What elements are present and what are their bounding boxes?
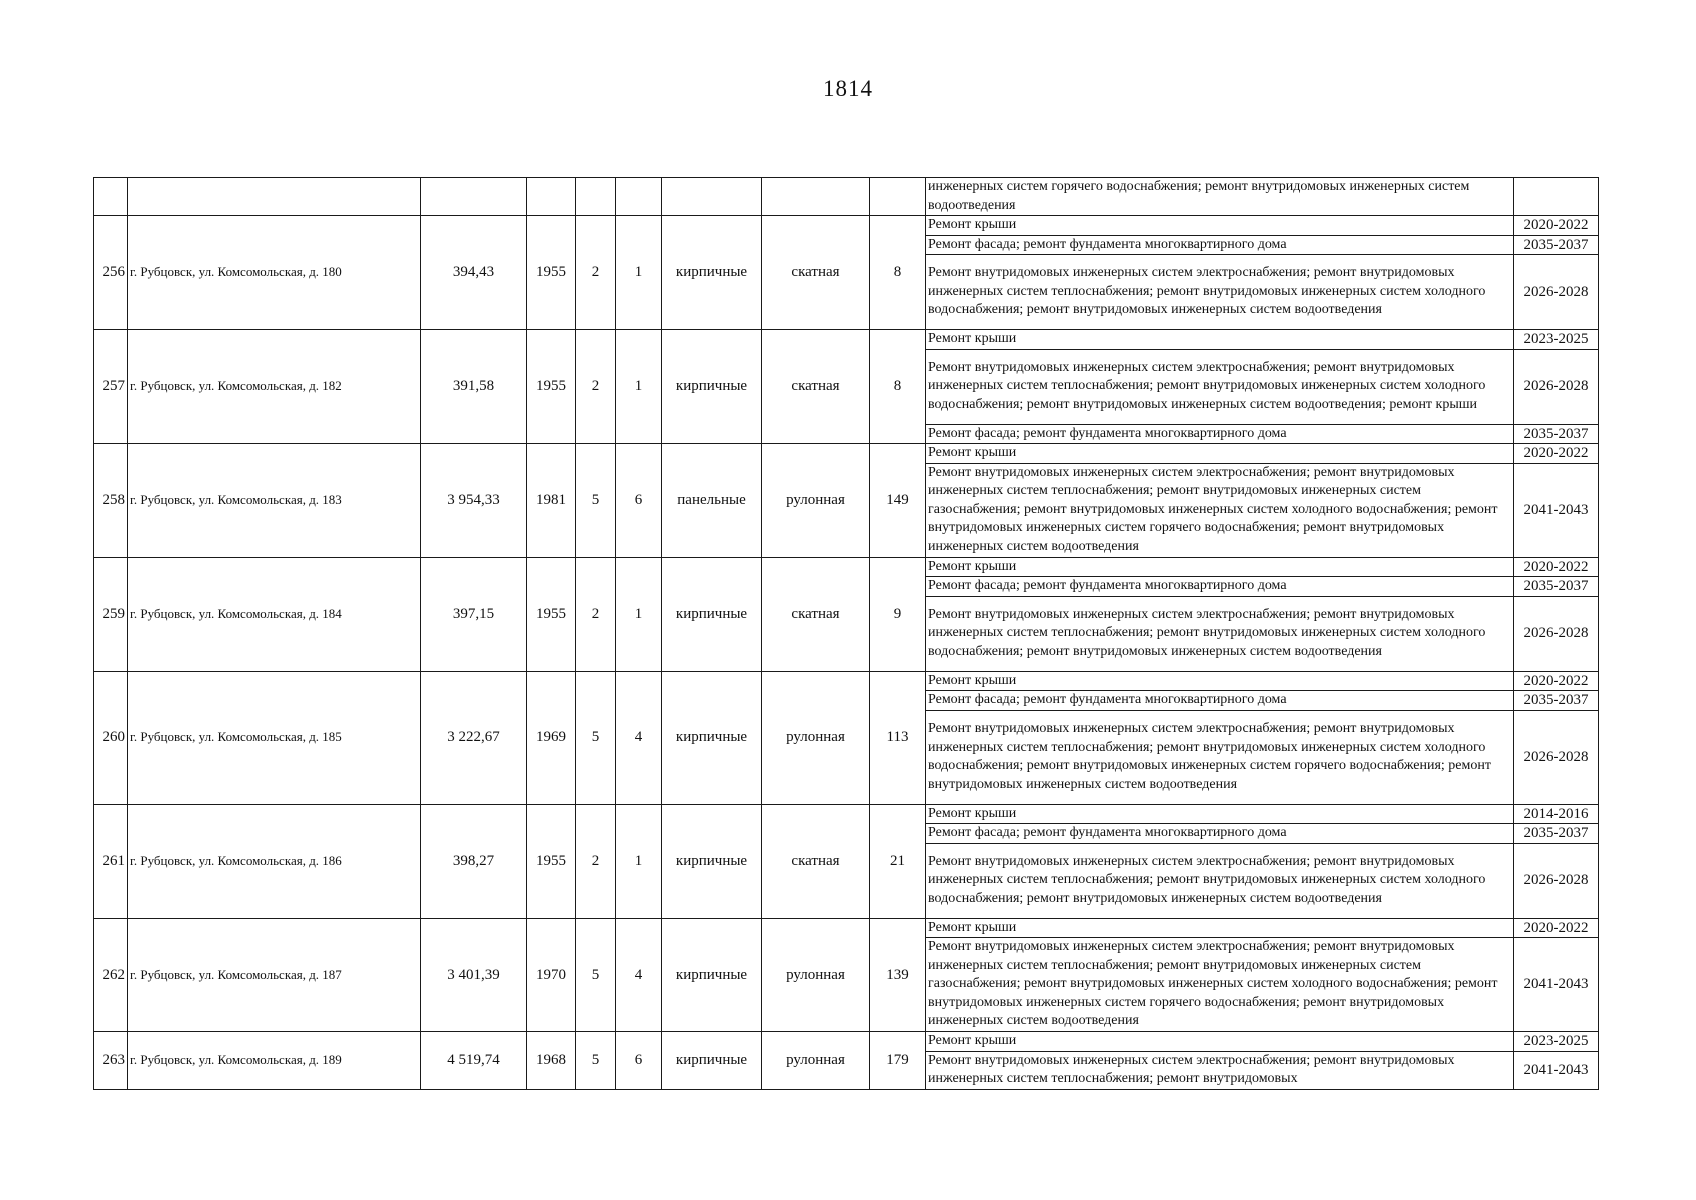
repair-work-cell: инженерных систем горячего водоснабжения; ремонт внутридомовых инженерных систем водоотведения (926, 178, 1514, 216)
area-cell: 397,15 (421, 557, 527, 671)
row-number-cell: 260 (94, 671, 128, 804)
floors-cell: 2 (576, 557, 616, 671)
year-built-cell: 1981 (527, 444, 576, 558)
repair-period-cell: 2035-2037 (1514, 577, 1599, 597)
table-row (94, 918, 1599, 938)
repair-work-cell: Ремонт внутридомовых инженерных систем электроснабжения; ремонт внутридомовых инженерных систем теплоснабжения; ремонт внутридомовых (926, 1051, 1514, 1089)
repair-period-cell: 2020-2022 (1514, 216, 1599, 236)
repair-period-cell: 2041-2043 (1514, 938, 1599, 1032)
year-built-cell: 1955 (527, 804, 576, 918)
floors-cell: 2 (576, 216, 616, 330)
repair-period-cell: 2035-2037 (1514, 424, 1599, 444)
entrances-cell: 1 (616, 557, 662, 671)
entrances-cell: 1 (616, 330, 662, 444)
repair-work-cell: Ремонт внутридомовых инженерных систем электроснабжения; ремонт внутридомовых инженерных систем теплоснабжения; ремонт внутридомовых инженерных систем холодного водоснабжения; ремонт внутридомовых инженерных систем водоотведения; ремонт крыши (926, 349, 1514, 424)
residents-cell: 149 (870, 444, 926, 558)
address-cell: г. Рубцовск, ул. Комсомольская, д. 183 (128, 444, 421, 558)
repair-work-cell: Ремонт внутридомовых инженерных систем электроснабжения; ремонт внутридомовых инженерных систем теплоснабжения; ремонт внутридомовых инженерных систем холодного водоснабжения; ремонт внутридомовых инженерных систем водоотведения (926, 843, 1514, 918)
address-cell: г. Рубцовск, ул. Комсомольская, д. 185 (128, 671, 421, 804)
table-row (94, 444, 1599, 464)
table-row (94, 216, 1599, 236)
repair-work-cell: Ремонт крыши (926, 671, 1514, 691)
roof-type-cell: рулонная (762, 444, 870, 558)
table-row (94, 804, 1599, 824)
area-cell (421, 178, 527, 216)
wall-material-cell: панельные (662, 444, 762, 558)
year-built-cell: 1955 (527, 557, 576, 671)
repair-period-cell: 2026-2028 (1514, 255, 1599, 330)
area-cell: 3 401,39 (421, 918, 527, 1032)
roof-type-cell: скатная (762, 804, 870, 918)
address-cell (128, 178, 421, 216)
residents-cell: 9 (870, 557, 926, 671)
roof-type-cell: скатная (762, 216, 870, 330)
wall-material-cell: кирпичные (662, 216, 762, 330)
repair-period-cell: 2035-2037 (1514, 235, 1599, 255)
roof-type-cell: рулонная (762, 918, 870, 1032)
roof-type-cell: рулонная (762, 671, 870, 804)
entrances-cell: 4 (616, 918, 662, 1032)
repair-work-cell: Ремонт фасада; ремонт фундамента многоквартирного дома (926, 691, 1514, 711)
repair-period-cell: 2041-2043 (1514, 463, 1599, 557)
repair-period-cell: 2020-2022 (1514, 444, 1599, 464)
table-row (94, 178, 1599, 216)
floors-cell: 2 (576, 804, 616, 918)
year-built-cell: 1969 (527, 671, 576, 804)
repair-period-cell: 2014-2016 (1514, 804, 1599, 824)
floors-cell: 5 (576, 918, 616, 1032)
residents-cell: 113 (870, 671, 926, 804)
row-number-cell: 263 (94, 1032, 128, 1090)
row-number-cell: 261 (94, 804, 128, 918)
row-number-cell: 258 (94, 444, 128, 558)
repair-period-cell: 2035-2037 (1514, 824, 1599, 844)
residents-cell: 21 (870, 804, 926, 918)
repair-period-cell: 2023-2025 (1514, 330, 1599, 350)
row-number-cell: 256 (94, 216, 128, 330)
repair-period-cell: 2020-2022 (1514, 918, 1599, 938)
repair-work-cell: Ремонт внутридомовых инженерных систем электроснабжения; ремонт внутридомовых инженерных систем теплоснабжения; ремонт внутридомовых инженерных систем газоснабжения; ремонт внутридомовых инженерных систем холодного водоснабжения; ремонт внутридомовых инженерных систем горячего водоснабжения; ремонт внутридомовых инженерных систем водоотведения (926, 463, 1514, 557)
repair-work-cell: Ремонт крыши (926, 330, 1514, 350)
area-cell: 4 519,74 (421, 1032, 527, 1090)
entrances-cell: 6 (616, 444, 662, 558)
repair-work-cell: Ремонт крыши (926, 216, 1514, 236)
wall-material-cell: кирпичные (662, 330, 762, 444)
area-cell: 3 222,67 (421, 671, 527, 804)
repair-work-cell: Ремонт фасада; ремонт фундамента многоквартирного дома (926, 577, 1514, 597)
floors-cell: 5 (576, 444, 616, 558)
table-row (94, 671, 1599, 691)
repair-period-cell: 2041-2043 (1514, 1051, 1599, 1089)
repair-period-cell: 2020-2022 (1514, 557, 1599, 577)
wall-material-cell: кирпичные (662, 918, 762, 1032)
row-number-cell: 259 (94, 557, 128, 671)
wall-material-cell: кирпичные (662, 1032, 762, 1090)
repair-period-cell: 2035-2037 (1514, 691, 1599, 711)
area-cell: 3 954,33 (421, 444, 527, 558)
floors-cell: 5 (576, 671, 616, 804)
row-number-cell: 262 (94, 918, 128, 1032)
repair-work-cell: Ремонт внутридомовых инженерных систем электроснабжения; ремонт внутридомовых инженерных систем теплоснабжения; ремонт внутридомовых инженерных систем холодного водоснабжения; ремонт внутридомовых инженерных систем горячего водоснабжения; ремонт внутридомовых инженерных систем водоотведения (926, 710, 1514, 804)
repair-work-cell: Ремонт фасада; ремонт фундамента многоквартирного дома (926, 424, 1514, 444)
residents-cell: 139 (870, 918, 926, 1032)
row-number-cell: 257 (94, 330, 128, 444)
page-number: 1814 (823, 76, 873, 101)
residents-cell: 8 (870, 330, 926, 444)
repair-period-cell: 2026-2028 (1514, 596, 1599, 671)
address-cell: г. Рубцовск, ул. Комсомольская, д. 187 (128, 918, 421, 1032)
residents-cell: 8 (870, 216, 926, 330)
entrances-cell: 4 (616, 671, 662, 804)
repair-period-cell: 2023-2025 (1514, 1032, 1599, 1052)
area-cell: 391,58 (421, 330, 527, 444)
address-cell: г. Рубцовск, ул. Комсомольская, д. 180 (128, 216, 421, 330)
table-row (94, 330, 1599, 350)
area-cell: 398,27 (421, 804, 527, 918)
year-built-cell: 1955 (527, 216, 576, 330)
housing-registry-table (93, 177, 1599, 1090)
year-built-cell (527, 178, 576, 216)
repair-work-cell: Ремонт крыши (926, 557, 1514, 577)
area-cell: 394,43 (421, 216, 527, 330)
repair-work-cell: Ремонт внутридомовых инженерных систем электроснабжения; ремонт внутридомовых инженерных систем теплоснабжения; ремонт внутридомовых инженерных систем холодного водоснабжения; ремонт внутридомовых инженерных систем водоотведения (926, 596, 1514, 671)
year-built-cell: 1968 (527, 1032, 576, 1090)
repair-work-cell: Ремонт крыши (926, 444, 1514, 464)
floors-cell: 5 (576, 1032, 616, 1090)
address-cell: г. Рубцовск, ул. Комсомольская, д. 184 (128, 557, 421, 671)
repair-work-cell: Ремонт крыши (926, 918, 1514, 938)
wall-material-cell: кирпичные (662, 557, 762, 671)
residents-cell: 179 (870, 1032, 926, 1090)
year-built-cell: 1970 (527, 918, 576, 1032)
address-cell: г. Рубцовск, ул. Комсомольская, д. 189 (128, 1032, 421, 1090)
address-cell: г. Рубцовск, ул. Комсомольская, д. 186 (128, 804, 421, 918)
address-cell: г. Рубцовск, ул. Комсомольская, д. 182 (128, 330, 421, 444)
table-row (94, 557, 1599, 577)
floors-cell: 2 (576, 330, 616, 444)
entrances-cell: 6 (616, 1032, 662, 1090)
row-number-cell (94, 178, 128, 216)
repair-work-cell: Ремонт фасада; ремонт фундамента многоквартирного дома (926, 235, 1514, 255)
repair-work-cell: Ремонт крыши (926, 804, 1514, 824)
year-built-cell: 1955 (527, 330, 576, 444)
wall-material-cell: кирпичные (662, 804, 762, 918)
repair-period-cell: 2026-2028 (1514, 843, 1599, 918)
roof-type-cell (762, 178, 870, 216)
table-row (94, 1032, 1599, 1052)
entrances-cell: 1 (616, 216, 662, 330)
entrances-cell: 1 (616, 804, 662, 918)
repair-period-cell (1514, 178, 1599, 216)
wall-material-cell (662, 178, 762, 216)
repair-period-cell: 2026-2028 (1514, 349, 1599, 424)
repair-work-cell: Ремонт фасада; ремонт фундамента многоквартирного дома (926, 824, 1514, 844)
table-body (94, 178, 1599, 1090)
repair-period-cell: 2020-2022 (1514, 671, 1599, 691)
repair-work-cell: Ремонт внутридомовых инженерных систем электроснабжения; ремонт внутридомовых инженерных систем теплоснабжения; ремонт внутридомовых инженерных систем газоснабжения; ремонт внутридомовых инженерных систем холодного водоснабжения; ремонт внутридомовых инженерных систем горячего водоснабжения; ремонт внутридомовых инженерных систем водоотведения (926, 938, 1514, 1032)
roof-type-cell: скатная (762, 330, 870, 444)
floors-cell (576, 178, 616, 216)
roof-type-cell: рулонная (762, 1032, 870, 1090)
roof-type-cell: скатная (762, 557, 870, 671)
repair-work-cell: Ремонт внутридомовых инженерных систем электроснабжения; ремонт внутридомовых инженерных систем теплоснабжения; ремонт внутридомовых инженерных систем холодного водоснабжения; ремонт внутридомовых инженерных систем водоотведения (926, 255, 1514, 330)
wall-material-cell: кирпичные (662, 671, 762, 804)
residents-cell (870, 178, 926, 216)
repair-period-cell: 2026-2028 (1514, 710, 1599, 804)
repair-work-cell: Ремонт крыши (926, 1032, 1514, 1052)
entrances-cell (616, 178, 662, 216)
